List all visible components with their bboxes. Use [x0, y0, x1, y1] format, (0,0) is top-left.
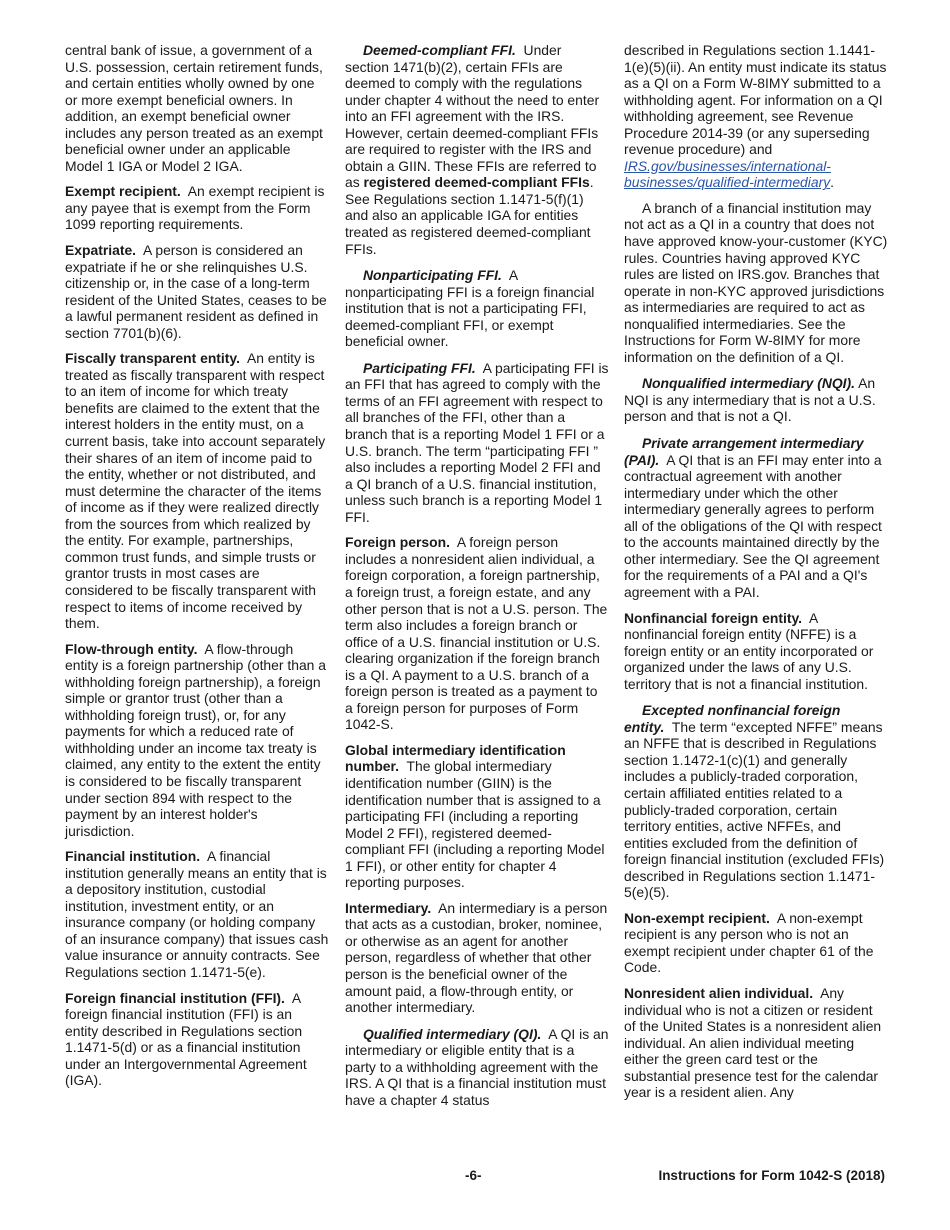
definition-text-end: . See Regulations section 1.1471-5(f)(1) and also an applicable IGA for entities treated as registered deemed-compliant FFIs. — [345, 174, 594, 257]
term: Exempt recipient. — [65, 183, 181, 200]
definition-ffi — [65, 990, 329, 1089]
term: Nonparticipating FFI. — [363, 267, 502, 284]
definition-fiscally-transparent-entity — [65, 350, 329, 631]
definition-foreign-person — [345, 534, 609, 733]
definition-non-exempt-recipient — [624, 910, 888, 976]
definition-text: A QI that is an FFI may enter into a contractual agreement with another intermediary under which the other intermediary generally agrees to perform all of the obligations of the QI with respect to the accounts maintained directly by the other intermediary. See the QI agreement for the requirements of a PAI and a QI's agreement with a PAI. — [624, 451, 882, 600]
term: Non-exempt recipient. — [624, 909, 770, 926]
page-number: -6- — [465, 1168, 482, 1183]
term: Qualified intermediary (QI). — [363, 1025, 542, 1042]
definition-expatriate — [65, 242, 329, 341]
definition-text: A flow-through entity is a foreign partnership (other than a withholding foreign partnership), a foreign simple or grantor trust (other than a withholding foreign trust), or, for any payments for which a reduced rate of withholding under an income tax treaty is claimed, any entity to the extent the entity is considered to be fiscally transparent under section 894 with respect to the payment by an interest holder's jurisdiction. — [65, 640, 326, 839]
definition-flow-through-entity — [65, 641, 329, 840]
definition-text: The term “excepted NFFE” means an NFFE that is described in Regulations section 1.1472-1(c)(1) and generally includes a publicly-traded corporation, certain affiliated entities related to a publicly-traded corporation, certain territory entities, active NFFEs, and entities excluded from the definition of foreign financial institution (excluded FFIs) described in Regulations section 1.1471-5(e)(5). — [624, 718, 885, 901]
form-title: Instructions for Form 1042-S (2018) — [658, 1168, 885, 1183]
definition-text: A QI is an intermediary or eligible entity that is a party to a withholding agreement with the IRS. A QI that is a financial institution must have a chapter 4 status — [345, 1025, 609, 1108]
term: Expatriate. — [65, 242, 137, 259]
term: Foreign person. — [345, 534, 450, 551]
term: Intermediary. — [345, 899, 432, 916]
column-2 — [345, 42, 609, 1117]
term: Fiscally transparent entity. — [65, 350, 240, 367]
paragraph-text: described in Regulations section 1.1441-1(e)(5)(ii). An entity must indicate its status as a QI on a Form W-8IMY submitted to a withholding agent. For information on a QI withholding agreement, see Revenue Procedure 2014-39 (or any superseding revenue procedure) and — [624, 42, 887, 158]
definition-intermediary — [345, 900, 609, 1016]
term: Nonqualified intermediary (NQI). — [642, 375, 856, 392]
term: Nonresident alien individual. — [624, 984, 814, 1001]
definition-text: A foreign person includes a nonresident alien individual, a foreign corporation, a foreign partnership, a foreign trust, a foreign estate, and any other person that is not a U.S. person. The term also includes a foreign branch or office of a U.S. financial institution or U.S. clearing organization if the foreign branch is a QI. A payment to a U.S. branch of a foreign person is treated as a payment to a foreign person for purposes of Form 1042-S. — [345, 534, 608, 733]
period: . — [830, 174, 835, 191]
column-1 — [65, 42, 329, 1098]
definition-text: Any individual who is not a citizen or resident of the United States is a nonresident alien individual. An alien individual meeting either the green card test or the substantial presence test for the calendar year is a resident alien. Any — [624, 984, 882, 1101]
definition-qualified-intermediary — [345, 1026, 609, 1109]
paragraph-exempt-beneficial-owner-cont: central bank of issue, a government of a U.S. possession, certain retirement funds, and certain entities wholly owned by one or more exempt beneficial owners. In addition, an exempt beneficial owner includes any person treated as an exempt beneficial owner under an applicable Model 1 IGA or Model 2 IGA. — [65, 42, 323, 174]
definition-pai — [624, 435, 888, 600]
definition-text: An entity is treated as fiscally transparent with respect to an item of income for which treaty benefits are claimed to the extent that the interest holders in the entity must, on a current basis, take into account separately their shares of an item of income paid to the entity, whether or not distributed, and must determine the character of the items of income as if they were realized directly from the sources from which realized by the entity. For example, partnerships, common trust funds, and simple trusts or grantor trusts in most cases are considered to be fiscally transparent with respect to items of income received by them. — [65, 350, 326, 632]
definition-text: An NQI is any intermediary that is not a U.S. person and that is not a QI. — [624, 375, 876, 425]
term: Foreign financial institution (FFI). — [65, 989, 285, 1006]
term: Flow-through entity. — [65, 640, 198, 657]
definition-nffe — [624, 610, 888, 693]
definition-text: A participating FFI is an FFI that has agreed to comply with the terms of an FFI agreement with respect to all branches of the FFI, other than a branch that is a reporting Model 1 FFI or a U.S. branch. The term “participating FFI ” also includes a reporting Model 2 FFI and a QI branch of a U.S. financial institution, unless such branch is a reporting Model 1 FFI. — [345, 359, 609, 525]
definition-financial-institution — [65, 848, 329, 980]
definition-text: A nonfinancial foreign entity (NFFE) is a foreign entity or an entity incorporated or organized under the laws of any U.S. territory that is not a financial institution. — [624, 609, 874, 692]
term: Financial institution. — [65, 848, 201, 865]
definition-nonresident-alien — [624, 985, 888, 1101]
definition-text: A person is considered an expatriate if he or she relinquishes U.S. citizenship or, in the case of a long-term resident of the United States, ceases to be a lawful permanent resident as defined in section 7701(b)(6). — [65, 242, 327, 341]
definition-text: A foreign financial institution (FFI) is an entity described in Regulations section 1.1471-5(d) or as a financial institution under an Intergovernmental Agreement (IGA). — [65, 989, 307, 1089]
page-footer — [0, 1168, 950, 1188]
term: Excepted nonfinancial foreign entity. — [624, 702, 841, 735]
column-3 — [624, 42, 888, 1110]
term: Private arrangement intermediary (PAI). — [624, 435, 864, 468]
definition-nqi — [624, 375, 888, 425]
definition-exempt-recipient — [65, 183, 329, 233]
definition-text: A financial institution generally means an entity that is a depository institution, custodial institution, investment entity, or an insurance company (or holding company of an insurance company) that issues cash value insurance or annuity contracts. See Regulations section 1.1471-5(e). — [65, 848, 329, 980]
term: Participating FFI. — [363, 359, 476, 376]
definition-text: A non-exempt recipient is any person who is not an exempt recipient under chapter 61 of the Code. — [624, 909, 874, 976]
definition-text: Under section 1471(b)(2), certain FFIs are deemed to comply with the regulations under chapter 4 without the need to enter into an FFI agreement with the IRS. However, certain deemed-compliant FFIs are required to register with the IRS and obtain a GIIN. These FFIs are referred to as — [345, 42, 600, 191]
definition-participating-ffi — [345, 360, 609, 525]
paragraph-branch: A branch of a financial institution may not act as a QI in a country that does not have approved know-your-customer (KYC) rules. Countries having approved KYC rules are listed on IRS.gov. Branches that operate in non-KYC approved jurisdictions as intermediaries are required to act as nonqualified intermediaries. See the Instructions for Form W-8IMY for more information on the definition of a QI. — [624, 199, 888, 365]
definition-text: An intermediary is a person that acts as a custodian, broker, nominee, or otherwise as an agent for another person, regardless of whether that other person is the beneficial owner of the amount paid, a flow-through entity, or another intermediary. — [345, 899, 608, 1016]
definition-text: A nonparticipating FFI is a foreign financial institution that is not a participating FFI, deemed-compliant FFI, or exempt beneficial owner. — [345, 267, 595, 350]
term: Global intermediary identification number. — [345, 741, 566, 775]
definition-giin — [345, 742, 609, 891]
term: Deemed-compliant FFI. — [363, 42, 516, 58]
definition-excepted-nffe — [624, 702, 888, 901]
paragraph-qi-cont — [624, 42, 888, 191]
definition-deemed-compliant-ffi — [345, 42, 609, 257]
definition-text: The global intermediary identification number (GIIN) is the identification number that is assigned to a participating FFI (including a reporting Model 2 FFI), registered deemed-compliant FFI (including a reporting Model 1 FFI), or other entity for chapter 4 reporting purposes. — [345, 758, 605, 891]
definition-text: An exempt recipient is any payee that is exempt from the Form 1099 reporting requirements. — [65, 183, 325, 233]
bold-term: registered deemed-compliant FFIs — [363, 174, 590, 191]
term: Nonfinancial foreign entity. — [624, 609, 803, 626]
qi-link[interactable]: IRS.gov/businesses/international-businesses/qualified-intermediary — [624, 157, 831, 191]
definition-nonparticipating-ffi — [345, 267, 609, 350]
